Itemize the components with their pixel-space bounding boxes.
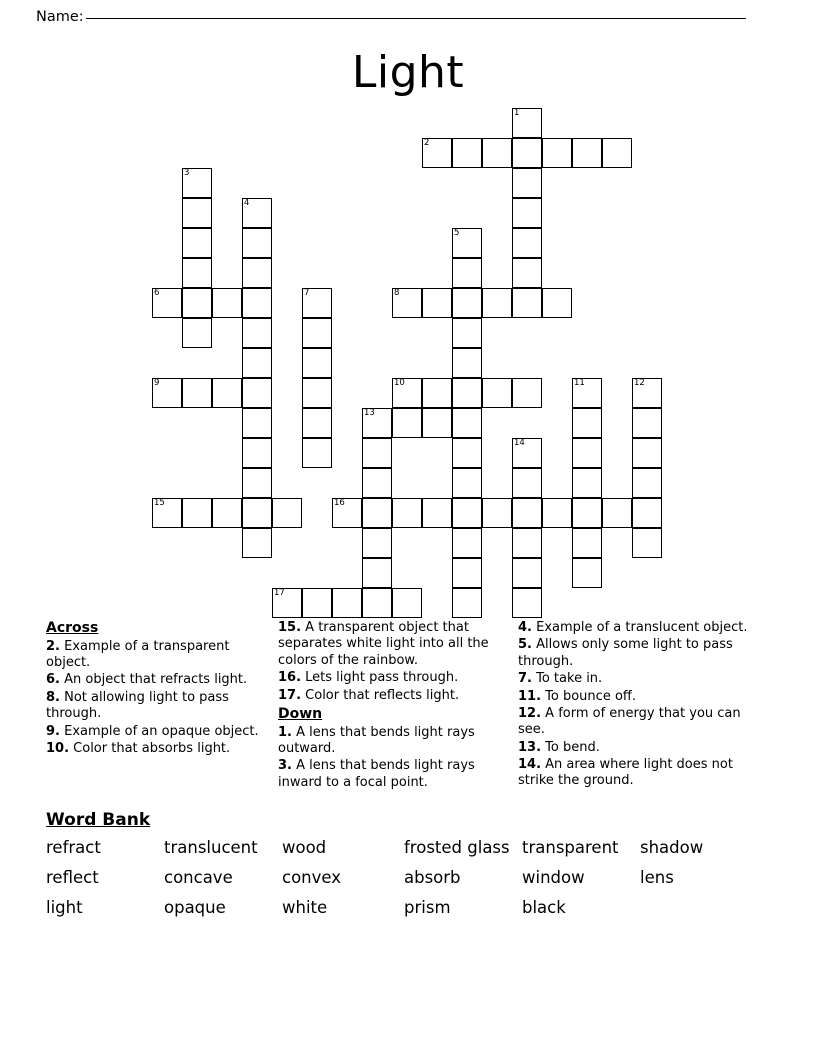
cell-number: 12 — [634, 378, 645, 388]
crossword-cell[interactable] — [512, 558, 542, 588]
cell-number: 13 — [364, 408, 375, 418]
crossword-cell[interactable] — [482, 288, 512, 318]
crossword-cell[interactable] — [242, 438, 272, 468]
crossword-cell[interactable] — [392, 588, 422, 618]
crossword-cell[interactable] — [572, 378, 602, 408]
crossword-cell[interactable] — [332, 588, 362, 618]
crossword-cell[interactable] — [422, 408, 452, 438]
crossword-cell[interactable] — [512, 528, 542, 558]
word-bank-item: translucent — [164, 838, 258, 857]
crossword-cell[interactable] — [512, 498, 542, 528]
word-bank-item: shadow — [640, 838, 704, 857]
clue-item — [518, 740, 758, 756]
clue-item — [518, 620, 758, 636]
word-bank-item: refract — [46, 838, 101, 857]
clue-item — [518, 757, 758, 790]
clue-text: Lets light pass through. — [301, 670, 459, 686]
crossword-cell[interactable] — [512, 138, 542, 168]
crossword-cell[interactable] — [452, 228, 482, 258]
crossword-cell[interactable] — [482, 498, 512, 528]
crossword-cell[interactable] — [242, 498, 272, 528]
crossword-cell[interactable] — [242, 288, 272, 318]
crossword-cell[interactable] — [452, 498, 482, 528]
clue-number: 11. — [518, 688, 542, 704]
name-field-line — [36, 0, 780, 25]
word-bank-title: Word Bank — [46, 810, 151, 830]
crossword-cell[interactable] — [182, 288, 212, 318]
crossword-cell[interactable] — [242, 378, 272, 408]
word-bank-item: opaque — [164, 898, 226, 917]
cell-number: 10 — [394, 378, 405, 388]
crossword-cell[interactable] — [572, 498, 602, 528]
crossword-cell[interactable] — [242, 348, 272, 378]
crossword-cell[interactable] — [572, 408, 602, 438]
crossword-cell[interactable] — [272, 498, 302, 528]
crossword-cell[interactable] — [632, 498, 662, 528]
crossword-cell[interactable] — [362, 498, 392, 528]
crossword-cell[interactable] — [452, 588, 482, 618]
crossword-cell[interactable] — [182, 168, 212, 198]
down-heading: Down — [278, 705, 323, 722]
word-bank-item: convex — [282, 868, 342, 887]
clues-section — [36, 620, 780, 792]
across-heading: Across — [46, 620, 99, 636]
crossword-cell[interactable] — [362, 558, 392, 588]
crossword-cell[interactable] — [512, 198, 542, 228]
clue-item — [46, 690, 268, 723]
clue-number: 4. — [518, 620, 532, 635]
word-bank-item: light — [46, 898, 83, 917]
crossword-cell[interactable] — [632, 468, 662, 498]
crossword-cell[interactable] — [452, 558, 482, 588]
clue-text: To take in. — [531, 671, 603, 687]
clue-number: 5. — [518, 637, 532, 653]
word-bank-item: white — [282, 898, 328, 917]
crossword-cell[interactable] — [512, 438, 542, 468]
word-bank-item: wood — [282, 838, 327, 857]
crossword-cell[interactable] — [302, 348, 332, 378]
clue-number: 9. — [46, 723, 60, 739]
clue-text: Example of an opaque object. — [59, 723, 259, 739]
crossword-cell[interactable] — [422, 498, 452, 528]
cell-number: 17 — [274, 588, 285, 598]
crossword-cell[interactable] — [332, 498, 362, 528]
clue-text: Example of a transparent object. — [46, 638, 230, 670]
name-label: Name: — [36, 9, 84, 25]
crossword-cell[interactable] — [572, 558, 602, 588]
cell-number: 9 — [154, 378, 160, 388]
crossword-cell[interactable] — [452, 528, 482, 558]
crossword-cell[interactable] — [212, 498, 242, 528]
crossword-cell[interactable] — [392, 288, 422, 318]
clue-item — [46, 724, 268, 740]
crossword-cell[interactable] — [242, 258, 272, 288]
word-bank-item: absorb — [404, 868, 461, 887]
clue-number: 15. — [278, 620, 302, 635]
crossword-cell[interactable] — [302, 378, 332, 408]
crossword-cell[interactable] — [182, 498, 212, 528]
clue-text: Example of a translucent object. — [531, 620, 748, 635]
word-bank-list — [46, 838, 780, 917]
clue-text: A lens that bends light rays outward. — [278, 724, 475, 756]
clue-item — [278, 758, 508, 791]
crossword-cell[interactable] — [632, 378, 662, 408]
crossword-cell[interactable] — [422, 138, 452, 168]
clue-item — [518, 637, 758, 670]
word-bank-item: prism — [404, 898, 451, 917]
crossword-cell[interactable] — [242, 198, 272, 228]
clue-text: A transparent object that separates white light into all the colors of the rainbow. — [278, 620, 489, 668]
crossword-cell[interactable] — [182, 318, 212, 348]
clue-number: 7. — [518, 671, 532, 687]
crossword-cell[interactable] — [482, 138, 512, 168]
crossword-cell[interactable] — [482, 378, 512, 408]
cell-number: 2 — [424, 138, 430, 148]
clue-number: 12. — [518, 705, 542, 721]
crossword-cell[interactable] — [362, 408, 392, 438]
clue-text: A form of energy that you can see. — [518, 705, 741, 738]
word-bank-item: frosted glass — [404, 838, 510, 857]
word-bank-item: window — [522, 868, 585, 887]
clue-item — [278, 670, 508, 686]
clue-number: 13. — [518, 739, 542, 755]
crossword-cell[interactable] — [392, 408, 422, 438]
crossword-cell[interactable] — [632, 438, 662, 468]
crossword-cell[interactable] — [272, 588, 302, 618]
clue-item — [46, 672, 268, 688]
crossword-cell[interactable] — [182, 198, 212, 228]
crossword-cell[interactable] — [512, 258, 542, 288]
crossword-cell[interactable] — [632, 528, 662, 558]
crossword-cell[interactable] — [182, 258, 212, 288]
clue-item — [278, 620, 508, 669]
crossword-cell[interactable] — [182, 228, 212, 258]
clues-column-1 — [36, 620, 278, 792]
crossword-cell[interactable] — [362, 588, 392, 618]
word-bank-item: lens — [640, 868, 674, 887]
crossword-cell[interactable] — [512, 468, 542, 498]
crossword-cell[interactable] — [572, 138, 602, 168]
cell-number: 11 — [574, 378, 585, 388]
cell-number: 8 — [394, 288, 400, 298]
crossword-cell[interactable] — [242, 528, 272, 558]
clue-number: 17. — [278, 687, 302, 703]
crossword-cell[interactable] — [452, 318, 482, 348]
crossword-cell[interactable] — [392, 498, 422, 528]
crossword-cell[interactable] — [452, 468, 482, 498]
crossword-cell[interactable] — [632, 408, 662, 438]
crossword-grid[interactable] — [36, 108, 780, 618]
crossword-cell[interactable] — [242, 318, 272, 348]
crossword-cell[interactable] — [542, 498, 572, 528]
clue-text: An object that refracts light. — [59, 672, 248, 688]
crossword-cell[interactable] — [542, 138, 572, 168]
crossword-cell[interactable] — [512, 108, 542, 138]
cell-number: 16 — [334, 498, 345, 508]
crossword-cell[interactable] — [452, 258, 482, 288]
crossword-cell[interactable] — [242, 408, 272, 438]
clue-item — [518, 689, 758, 705]
crossword-cell[interactable] — [302, 318, 332, 348]
crossword-cell[interactable] — [422, 288, 452, 318]
crossword-cell[interactable] — [302, 408, 332, 438]
clue-item — [46, 639, 268, 672]
crossword-cell[interactable] — [452, 348, 482, 378]
cell-number: 4 — [244, 198, 250, 208]
crossword-cell[interactable] — [602, 138, 632, 168]
name-write-line[interactable] — [86, 6, 746, 19]
clue-number: 1. — [278, 724, 292, 740]
clue-number: 16. — [278, 670, 302, 686]
crossword-cell[interactable] — [152, 288, 182, 318]
crossword-cell[interactable] — [542, 288, 572, 318]
cell-number: 14 — [514, 438, 525, 448]
crossword-cell[interactable] — [152, 498, 182, 528]
crossword-cell[interactable] — [302, 588, 332, 618]
crossword-cell[interactable] — [242, 468, 272, 498]
clue-item — [278, 688, 508, 704]
word-bank — [36, 810, 780, 917]
word-bank-item: concave — [164, 868, 233, 887]
clue-number: 14. — [518, 757, 542, 772]
crossword-cell[interactable] — [362, 438, 392, 468]
clue-number: 3. — [278, 758, 292, 774]
word-bank-item: reflect — [46, 868, 99, 887]
clue-item — [518, 671, 758, 687]
crossword-cell[interactable] — [302, 288, 332, 318]
clue-text: A lens that bends light rays inward to a focal point. — [278, 758, 475, 790]
crossword-cell[interactable] — [572, 438, 602, 468]
cell-number: 5 — [454, 228, 460, 238]
word-bank-item: transparent — [522, 838, 619, 857]
crossword-cell[interactable] — [512, 168, 542, 198]
clue-number: 6. — [46, 672, 60, 688]
crossword-cell[interactable] — [422, 378, 452, 408]
crossword-cell[interactable] — [212, 288, 242, 318]
page-title: Light — [351, 47, 465, 98]
clue-text: Color that reflects light. — [301, 687, 460, 703]
clue-text: An area where light does not strike the ground. — [518, 757, 733, 789]
cell-number: 7 — [304, 288, 310, 298]
crossword-cell[interactable] — [452, 378, 482, 408]
clue-number: 2. — [46, 638, 60, 654]
crossword-cell[interactable] — [452, 138, 482, 168]
cell-number: 15 — [154, 498, 165, 508]
clue-text: To bounce off. — [541, 688, 636, 704]
clue-text: Allows only some light to pass through. — [518, 637, 733, 669]
crossword-cell[interactable] — [392, 378, 422, 408]
crossword-cell[interactable] — [452, 288, 482, 318]
clue-number: 8. — [46, 689, 60, 705]
cell-number: 3 — [184, 168, 190, 178]
crossword-cell[interactable] — [242, 228, 272, 258]
crossword-cell[interactable] — [572, 528, 602, 558]
crossword-cell[interactable] — [302, 438, 332, 468]
crossword-cell[interactable] — [152, 378, 182, 408]
clues-column-3 — [518, 620, 768, 792]
cell-number: 6 — [154, 288, 160, 298]
crossword-cell[interactable] — [182, 378, 212, 408]
clue-item — [278, 725, 508, 758]
clue-text: Not allowing light to pass through. — [46, 689, 229, 722]
clue-text: Color that absorbs light. — [69, 740, 231, 756]
clue-item — [518, 706, 758, 739]
clue-item — [46, 741, 268, 757]
crossword-cell[interactable] — [512, 288, 542, 318]
clue-text: To bend. — [541, 739, 600, 755]
crossword-cell[interactable] — [512, 228, 542, 258]
crossword-cell[interactable] — [572, 468, 602, 498]
crossword-cell[interactable] — [362, 468, 392, 498]
crossword-cell[interactable] — [512, 588, 542, 618]
cell-number: 1 — [514, 108, 520, 118]
crossword-cell[interactable] — [452, 408, 482, 438]
clues-column-2 — [278, 620, 518, 792]
crossword-cell[interactable] — [602, 498, 632, 528]
crossword-cell[interactable] — [362, 528, 392, 558]
word-bank-item: black — [522, 898, 566, 917]
crossword-cell[interactable] — [212, 378, 242, 408]
crossword-cell[interactable] — [452, 438, 482, 468]
clue-number: 10. — [46, 740, 70, 756]
crossword-cell[interactable] — [512, 378, 542, 408]
